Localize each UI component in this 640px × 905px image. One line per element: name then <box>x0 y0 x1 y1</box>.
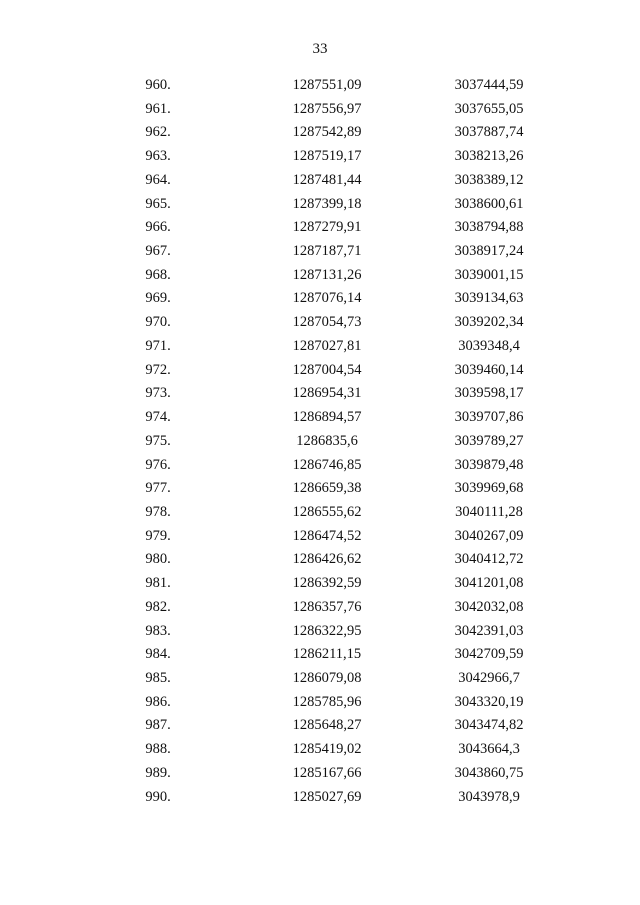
table-row <box>0 738 640 762</box>
coordinate-x: 1287004,54 <box>292 361 362 378</box>
coordinate-x: 1287054,73 <box>292 314 362 331</box>
coordinate-x: 1287551,09 <box>292 77 362 93</box>
point-number: 990. <box>145 788 171 805</box>
table-row <box>0 382 640 406</box>
point-number: 974. <box>145 409 171 426</box>
table-row <box>0 335 640 359</box>
table-row <box>0 454 640 478</box>
point-number: 966. <box>145 219 171 236</box>
coordinate-y: 3040267,09 <box>454 527 524 544</box>
table-row <box>0 169 640 193</box>
point-number: 976. <box>145 456 171 473</box>
coordinate-y: 3038917,24 <box>454 243 524 260</box>
coordinate-x: 1286894,57 <box>292 409 362 426</box>
table-row <box>0 786 640 810</box>
point-number: 960. <box>145 77 171 93</box>
table-row <box>0 620 640 644</box>
point-number: 982. <box>145 598 171 615</box>
table-row <box>0 667 640 691</box>
coordinate-x: 1287481,44 <box>292 171 362 188</box>
point-number: 981. <box>145 575 171 592</box>
point-number: 977. <box>145 480 171 497</box>
point-number: 968. <box>145 266 171 283</box>
point-number: 986. <box>145 693 171 710</box>
point-number: 980. <box>145 551 171 568</box>
coordinate-y: 3043474,82 <box>454 717 524 734</box>
coordinate-x: 1285167,66 <box>292 764 362 781</box>
table-row <box>0 287 640 311</box>
coordinate-y: 3039879,48 <box>454 456 524 473</box>
point-number: 989. <box>145 764 171 781</box>
point-number: 972. <box>145 361 171 378</box>
coordinate-y: 3039598,17 <box>454 385 524 402</box>
coordinate-y: 3038389,12 <box>454 171 524 188</box>
point-number: 979. <box>145 527 171 544</box>
point-number: 963. <box>145 148 171 165</box>
coordinate-x: 1286357,76 <box>292 598 362 615</box>
coordinate-y: 3039460,14 <box>454 361 524 378</box>
point-number: 984. <box>145 646 171 663</box>
coordinate-x: 1286555,62 <box>292 503 362 520</box>
coordinate-x: 1286079,08 <box>292 669 362 686</box>
coordinate-x: 1286474,52 <box>292 527 362 544</box>
point-number: 965. <box>145 195 171 212</box>
coordinate-x: 1286835,6 <box>296 432 358 449</box>
point-number: 973. <box>145 385 171 402</box>
coordinate-y: 3040412,72 <box>454 551 524 568</box>
coordinate-y: 3039969,68 <box>454 480 524 497</box>
coordinate-y: 3039001,15 <box>454 266 524 283</box>
table-row <box>0 762 640 786</box>
coordinate-x: 1287279,91 <box>292 219 362 236</box>
coordinate-y: 3043664,3 <box>458 741 520 758</box>
point-number: 971. <box>145 337 171 354</box>
coordinate-x: 1285419,02 <box>292 741 362 758</box>
point-number: 970. <box>145 314 171 331</box>
table-row <box>0 74 640 98</box>
point-number: 978. <box>145 503 171 520</box>
table-row <box>0 359 640 383</box>
coordinate-y: 3039202,34 <box>454 314 524 331</box>
table-row <box>0 193 640 217</box>
coordinate-x: 1286392,59 <box>292 575 362 592</box>
point-number: 983. <box>145 622 171 639</box>
table-row <box>0 572 640 596</box>
table-row <box>0 240 640 264</box>
coordinate-y: 3037887,74 <box>454 124 524 141</box>
coordinate-x: 1285648,27 <box>292 717 362 734</box>
coordinate-y: 3039789,27 <box>454 432 524 449</box>
table-row <box>0 643 640 667</box>
coordinates-table <box>0 74 640 809</box>
coordinate-y: 3042032,08 <box>454 598 524 615</box>
coordinate-x: 1286322,95 <box>292 622 362 639</box>
coordinate-y: 3039134,63 <box>454 290 524 307</box>
table-row <box>0 145 640 169</box>
table-row <box>0 525 640 549</box>
table-row <box>0 548 640 572</box>
coordinate-x: 1287399,18 <box>292 195 362 212</box>
table-row <box>0 311 640 335</box>
coordinate-x: 1287076,14 <box>292 290 362 307</box>
page-number: 33 <box>312 41 328 57</box>
point-number: 988. <box>145 741 171 758</box>
table-row <box>0 430 640 454</box>
table-row <box>0 477 640 501</box>
coordinate-y: 3039707,86 <box>454 409 524 426</box>
coordinate-x: 1287556,97 <box>292 100 362 117</box>
coordinate-y: 3042391,03 <box>454 622 524 639</box>
coordinate-x: 1286426,62 <box>292 551 362 568</box>
coordinate-x: 1287542,89 <box>292 124 362 141</box>
table-row <box>0 216 640 240</box>
point-number: 962. <box>145 124 171 141</box>
table-row <box>0 264 640 288</box>
point-number: 961. <box>145 100 171 117</box>
coordinate-x: 1286746,85 <box>292 456 362 473</box>
coordinate-y: 3037444,59 <box>454 77 524 93</box>
coordinate-y: 3037655,05 <box>454 100 524 117</box>
point-number: 985. <box>145 669 171 686</box>
table-row <box>0 714 640 738</box>
coordinate-x: 1285785,96 <box>292 693 362 710</box>
coordinate-x: 1286954,31 <box>292 385 362 402</box>
coordinate-y: 3038213,26 <box>454 148 524 165</box>
table-row <box>0 406 640 430</box>
coordinate-y: 3041201,08 <box>454 575 524 592</box>
coordinate-x: 1286659,38 <box>292 480 362 497</box>
coordinate-y: 3038794,88 <box>454 219 524 236</box>
coordinate-x: 1286211,15 <box>292 646 362 663</box>
coordinate-x: 1287131,26 <box>292 266 362 283</box>
coordinate-y: 3042966,7 <box>458 669 520 686</box>
coordinate-x: 1285027,69 <box>292 788 362 805</box>
coordinate-x: 1287519,17 <box>292 148 362 165</box>
table-row <box>0 121 640 145</box>
table-row <box>0 596 640 620</box>
coordinate-y: 3043860,75 <box>454 764 524 781</box>
coordinate-y: 3042709,59 <box>454 646 524 663</box>
coordinate-y: 3039348,4 <box>458 337 520 354</box>
point-number: 969. <box>145 290 171 307</box>
point-number: 967. <box>145 243 171 260</box>
coordinate-y: 3038600,61 <box>454 195 524 212</box>
coordinate-x: 1287027,81 <box>292 337 362 354</box>
point-number: 964. <box>145 171 171 188</box>
coordinate-y: 3043978,9 <box>458 788 520 805</box>
coordinate-y: 3043320,19 <box>454 693 524 710</box>
point-number: 975. <box>145 432 171 449</box>
table-row <box>0 691 640 715</box>
coordinate-y: 3040111,28 <box>455 503 523 520</box>
table-row <box>0 98 640 122</box>
coordinate-x: 1287187,71 <box>292 243 362 260</box>
point-number: 987. <box>145 717 171 734</box>
table-row <box>0 501 640 525</box>
